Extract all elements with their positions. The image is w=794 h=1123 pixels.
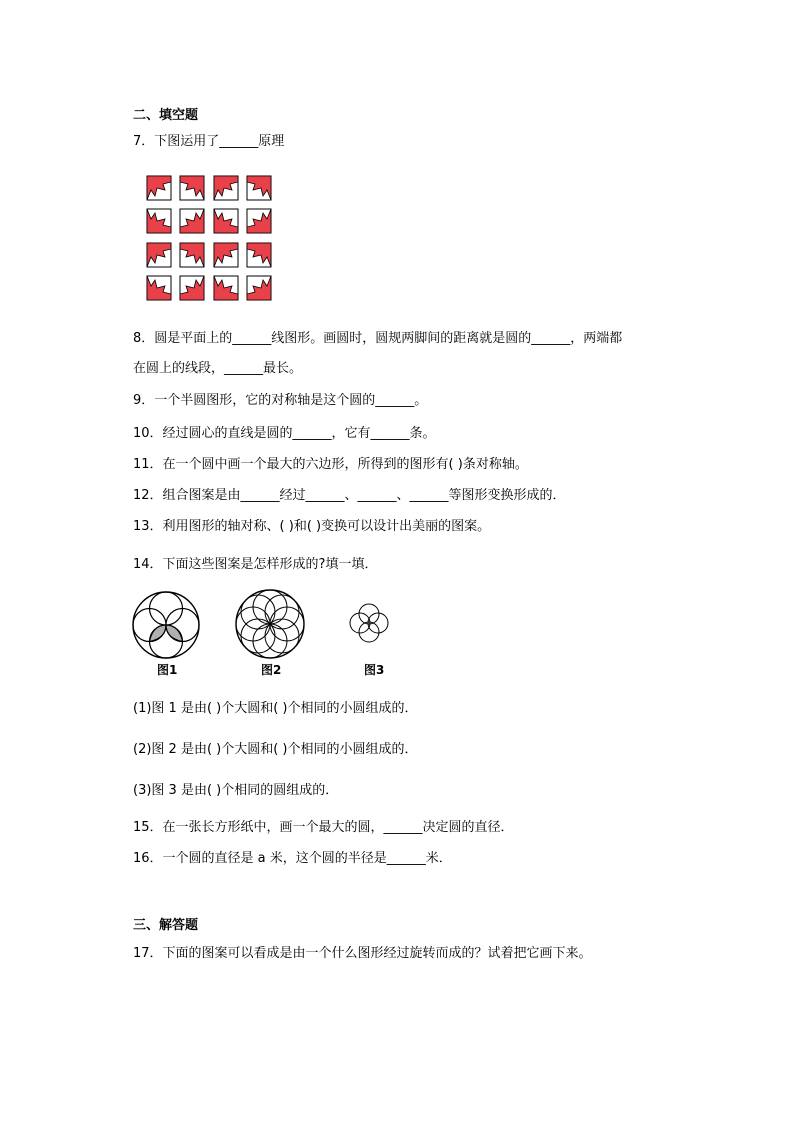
figure-1-label: 图1: [157, 663, 178, 677]
question-9: 9．一个半圆图形，它的对称轴是这个圆的______。: [133, 393, 428, 408]
question-11: 11．在一个圆中画一个最大的六边形，所得到的图形有( )条对称轴。: [133, 457, 528, 472]
figure-2-label: 图2: [261, 663, 282, 677]
question-15: 15．在一张长方形纸中，画一个最大的圆，______决定圆的直径．: [133, 820, 514, 835]
figure-1-circles: [131, 590, 201, 660]
question-14-stem: 14．下面这些图案是怎样形成的?填一填．: [133, 557, 378, 572]
question-17: 17．下面的图案可以看成是由一个什么图形经过旋转而成的？试着把它画下来。: [133, 946, 592, 961]
question-12: 12．组合图案是由______经过______、______、______等图形变换形成的．: [133, 488, 566, 503]
question-13: 13．利用图形的轴对称、( )和( )变换可以设计出美丽的图案。: [133, 519, 491, 534]
question-10: 10．经过圆心的直线是圆的______，它有______条。: [133, 426, 436, 441]
section-title-answer: 三、解答题: [133, 918, 199, 933]
figure-3-label: 图3: [364, 663, 385, 677]
tile-row-1: [147, 176, 271, 200]
question-7: 7．下图运用了______原理: [133, 134, 285, 149]
tile-pattern-figure: [147, 176, 273, 302]
figure-2-circles: [234, 588, 306, 660]
tile-row-2: [147, 209, 271, 233]
figure-3-circles: [348, 602, 390, 644]
question-16: 16．一个圆的直径是 a 米，这个圆的半径是______米．: [133, 851, 452, 866]
question-8-line-2: 在圆上的线段，______最长。: [133, 361, 303, 376]
question-14-sub-1: (1)图 1 是由( )个大圆和( )个相同的小圆组成的．: [133, 701, 418, 716]
question-14-sub-2: (2)图 2 是由( )个大圆和( )个相同的小圆组成的．: [133, 742, 418, 757]
tile-row-4: [147, 276, 271, 300]
section-title-fill-blank: 二、填空题: [133, 108, 199, 123]
tile-row-3: [147, 243, 271, 267]
question-8-line-1: 8．圆是平面上的______线图形。画圆时，圆规两脚间的距离就是圆的______，两端都: [133, 331, 623, 346]
question-14-sub-3: (3)图 3 是由( )个相同的圆组成的．: [133, 783, 339, 798]
